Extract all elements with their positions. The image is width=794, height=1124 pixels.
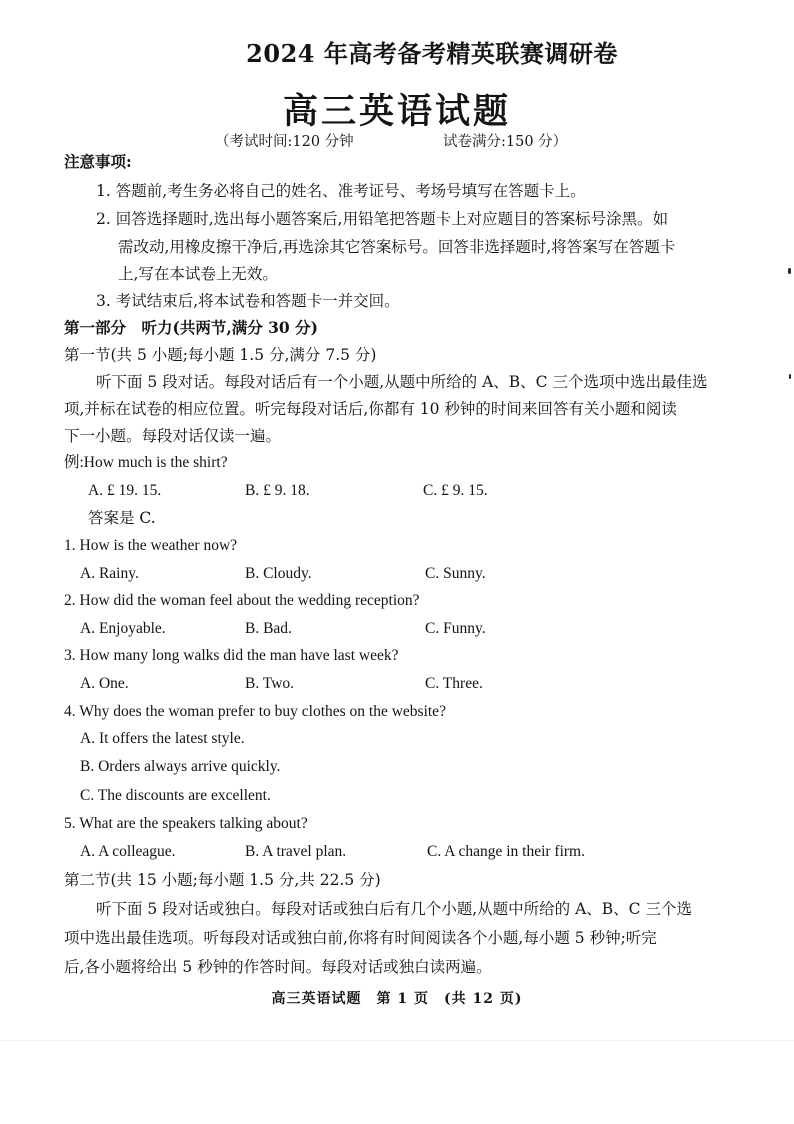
scan-mark xyxy=(788,268,791,274)
section2-instruction-line-3: 后,各小题将给出 5 秒钟的作答时间。每段对话或独白读两遍。 xyxy=(64,958,492,976)
section2-instruction-line-1: 听下面 5 段对话或独白。每段对话或独白后有几个小题,从题中所给的 A、B、C 三个选 xyxy=(96,900,692,918)
question-3: 3. How many long walks did the man have last week? xyxy=(64,647,399,664)
question-1: 1. How is the weather now? xyxy=(64,537,238,554)
full-score: 试卷满分:150 分） xyxy=(443,134,568,150)
exam-time: （考试时间:120 分钟 xyxy=(215,134,354,150)
notice-item-2-line-1: 2. 回答选择题时,选出每小题答案后,用铅笔把答题卡上对应题目的答案标号涂黑。如 xyxy=(96,210,669,228)
question-5-option-b: B. A travel plan. xyxy=(245,843,347,860)
question-4: 4. Why does the woman prefer to buy clothes on the website? xyxy=(64,703,446,720)
question-3-option-a: A. One. xyxy=(80,675,129,692)
question-1-option-c: C. Sunny. xyxy=(425,565,486,582)
notice-item-2-line-2: 需改动,用橡皮擦干净后,再选涂其它答案标号。回答非选择题时,将答案写在答题卡 xyxy=(118,238,676,256)
question-4-option-c: C. The discounts are excellent. xyxy=(80,787,271,804)
section1-instruction-line-1: 听下面 5 段对话。每段对话后有一个小题,从题中所给的 A、B、C 三个选项中选出最佳选 xyxy=(96,373,708,391)
example-option-c: C. £ 9. 15. xyxy=(423,482,488,499)
page-footer: 高三英语试题 第 1 页 (共 12 页) xyxy=(271,991,523,1007)
question-5-option-a: A. A colleague. xyxy=(80,843,176,860)
page-title: 高三英语试题 xyxy=(282,91,511,132)
example-option-b: B. £ 9. 18. xyxy=(245,482,310,499)
question-3-option-c: C. Three. xyxy=(425,675,483,692)
question-2-option-b: B. Bad. xyxy=(245,620,292,637)
notice-item-1: 1. 答题前,考生务必将自己的姓名、准考证号、考场号填写在答题卡上。 xyxy=(96,182,586,200)
section2-heading: 第二节(共 15 小题;每小题 1.5 分,共 22.5 分) xyxy=(64,871,381,889)
question-5: 5. What are the speakers talking about? xyxy=(64,815,308,832)
example-question: 例:How much is the shirt? xyxy=(64,454,228,471)
section1-heading: 第一节(共 5 小题;每小题 1.5 分,满分 7.5 分) xyxy=(64,346,377,364)
section1-instruction-line-3: 下一小题。每段对话仅读一遍。 xyxy=(64,427,282,445)
exam-series-header: 2024 年高考备考精英联赛调研卷 xyxy=(246,39,618,68)
scan-edge xyxy=(0,1040,794,1041)
example-answer: 答案是 C. xyxy=(88,509,156,527)
question-2: 2. How did the woman feel about the wedding reception? xyxy=(64,592,420,609)
part1-heading: 第一部分 听力(共两节,满分 30 分) xyxy=(64,318,318,337)
notice-heading: 注意事项: xyxy=(64,152,132,171)
question-2-option-a: A. Enjoyable. xyxy=(80,620,166,637)
question-3-option-b: B. Two. xyxy=(245,675,295,692)
question-4-option-a: A. It offers the latest style. xyxy=(80,730,245,747)
section1-instruction-line-2: 项,并标在试卷的相应位置。听完每段对话后,你都有 10 秒钟的时间来回答有关小题和阅读 xyxy=(64,400,677,418)
question-1-option-a: A. Rainy. xyxy=(80,565,139,582)
question-2-option-c: C. Funny. xyxy=(425,620,486,637)
section2-instruction-line-2: 项中选出最佳选项。听每段对话或独白前,你将有时间阅读各个小题,每小题 5 秒钟;听完 xyxy=(64,929,657,947)
example-option-a: A. £ 19. 15. xyxy=(88,482,162,499)
question-5-option-c: C. A change in their firm. xyxy=(427,843,585,860)
question-1-option-b: B. Cloudy. xyxy=(245,565,312,582)
question-4-option-b: B. Orders always arrive quickly. xyxy=(80,758,281,775)
notice-item-2-line-3: 上,写在本试卷上无效。 xyxy=(118,265,278,283)
notice-item-3: 3. 考试结束后,将本试卷和答题卡一并交回。 xyxy=(96,292,400,310)
scan-mark xyxy=(789,374,791,379)
